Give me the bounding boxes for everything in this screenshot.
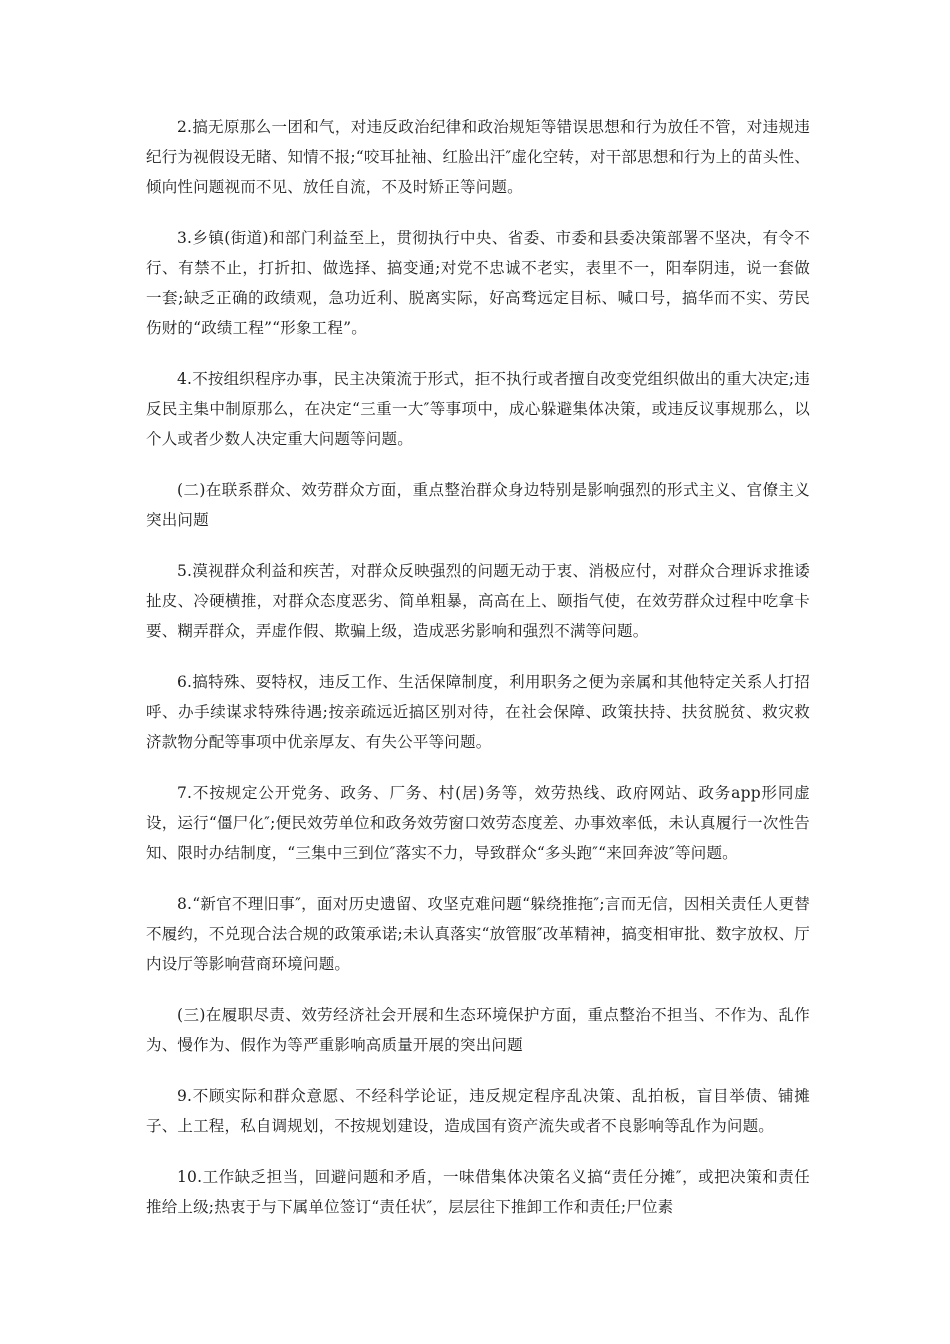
paragraph-item-4: 4.不按组织程序办事，民主决策流于形式，拒不执行或者擅自改变党组织做出的重大决定;违反民主集中制原那么，在决定“三重一大″等事项中，成心躲避集体决策，或违反议事规那么，以个人或者少数人决定重大问题等问题。 (146, 370, 810, 448)
document-body (146, 112, 810, 1243)
paragraph-item-5: 5.漠视群众利益和疾苦，对群众反映强烈的问题无动于衷、消极应付，对群众合理诉求推诿扯皮、冷硬横推，对群众态度恶劣、简单粗暴，高高在上、颐指气使，在效劳群众过程中吃拿卡要、糊弄群众，弄虚作假、欺骗上级，造成恶劣影响和强烈不满等问题。 (146, 562, 810, 640)
section-heading-2: (二)在联系群众、效劳群众方面，重点整治群众身边特别是影响强烈的形式主义、官僚主义突出问题 (146, 481, 810, 529)
paragraph-item-2: 2.搞无原那么一团和气，对违反政治纪律和政治规矩等错误思想和行为放任不管，对违规违纪行为视假设无睹、知情不报;“咬耳扯袖、红脸出汗″虚化空转，对干部思想和行为上的苗头性、倾向性问题视而不见、放任自流，不及时矫正等问题。 (146, 118, 810, 196)
paragraph-item-9: 9.不顾实际和群众意愿、不经科学论证，违反规定程序乱决策、乱拍板，盲目举债、铺摊子、上工程，私自调规划，不按规划建设，造成国有资产流失或者不良影响等乱作为问题。 (146, 1087, 810, 1135)
paragraph-item-8: 8.“新官不理旧事″，面对历史遗留、攻坚克难问题“躲绕推拖″;言而无信，因相关责任人更替不履约，不兑现合法合规的政策承诺;未认真落实“放管服″改革精神，搞变相审批、数字放权、厅内设厅等影响营商环境问题。 (146, 895, 810, 973)
section-heading-3: (三)在履职尽责、效劳经济社会开展和生态环境保护方面，重点整治不担当、不作为、乱作为、慢作为、假作为等严重影响高质量开展的突出问题 (146, 1006, 810, 1054)
paragraph-item-3: 3.乡镇(街道)和部门利益至上，贯彻执行中央、省委、市委和县委决策部署不坚决，有令不行、有禁不止，打折扣、做选择、搞变通;对党不忠诚不老实，表里不一，阳奉阴违，说一套做一套;缺乏正确的政绩观，急功近利、脱离实际，好高骛远定目标、喊口号，搞华而不实、劳民伤财的“政绩工程”“形象工程”。 (146, 229, 810, 337)
paragraph-item-10: 10.工作缺乏担当，回避问题和矛盾，一味借集体决策名义搞“责任分摊″，或把决策和责任推给上级;热衷于与下属单位签订“责任状″，层层往下推卸工作和责任;尸位素 (146, 1168, 810, 1216)
paragraph-item-7: 7.不按规定公开党务、政务、厂务、村(居)务等，效劳热线、政府网站、政务app形同虚设，运行“僵尸化″;便民效劳单位和政务效劳窗口效劳态度差、办事效率低，未认真履行一次性告知、限时办结制度，“三集中三到位″落实不力，导致群众“多头跑″“来回奔波″等问题。 (146, 784, 810, 862)
paragraph-item-6: 6.搞特殊、耍特权，违反工作、生活保障制度，利用职务之便为亲属和其他特定关系人打招呼、办手续谋求特殊待遇;按亲疏远近搞区别对待，在社会保障、政策扶持、扶贫脱贫、救灾救济款物分配等事项中优亲厚友、有失公平等问题。 (146, 673, 810, 751)
